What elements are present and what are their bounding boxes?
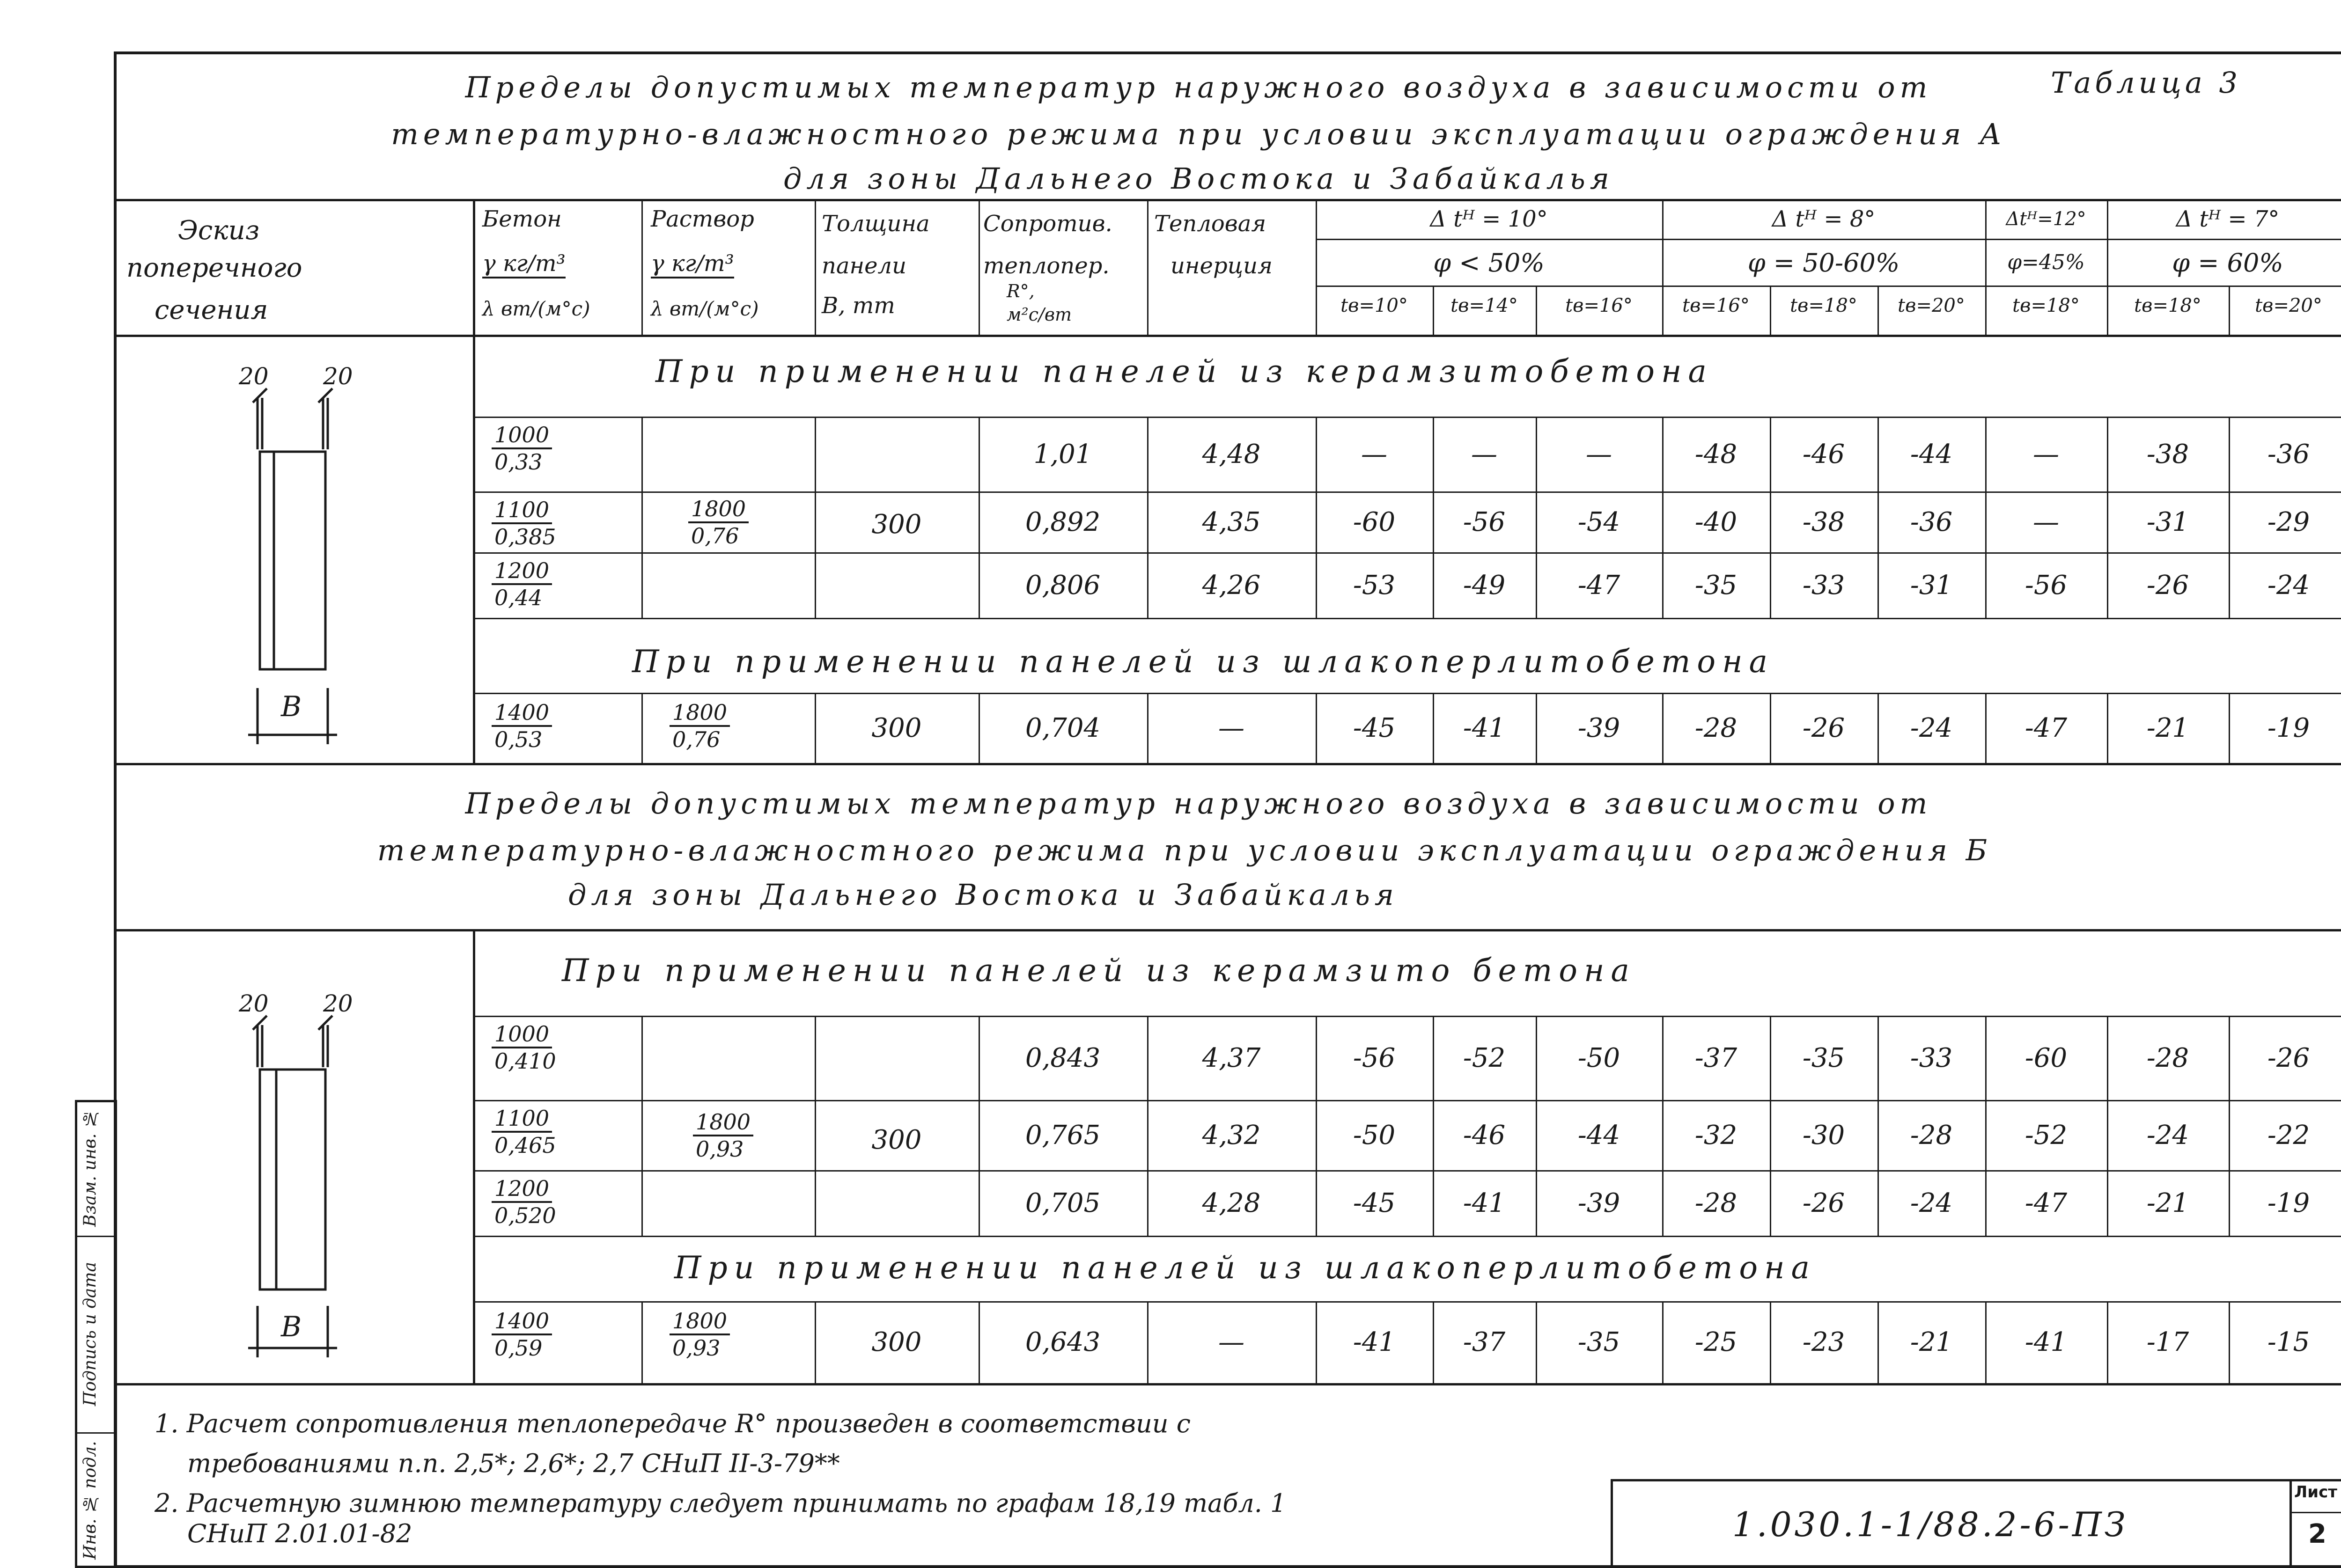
shlak-temperature-value: -15 [2267,1327,2310,1357]
temperature-value: -54 [1577,506,1620,537]
section-b-dim-a: 20 [239,990,269,1017]
col-sketch-1: Эскиз [178,215,260,246]
shlak-inertia: — [1218,1327,1244,1357]
col-resistance-4: м²с/вт [1007,304,1072,325]
col-sketch-2: поперечного [126,253,302,283]
title-b-line-3: для зоны Дальнего Востока и Забайкалья [568,878,1399,912]
shlak-temperature-value: -41 [2024,1327,2068,1357]
temperature-value: -22 [2267,1120,2310,1150]
shlak-temperature-value: -25 [1694,1327,1737,1357]
temperature-value: -48 [1694,439,1737,469]
temperature-value: -33 [1802,570,1845,601]
temperature-value: -41 [1463,1187,1506,1218]
side-stamp-orig: Инв. № подл. [81,1441,100,1560]
temperature-value: -46 [1463,1120,1506,1150]
shlak-temperature-value: -21 [1910,1327,1953,1357]
temperature-value: -44 [1577,1120,1620,1150]
tb-6: tв=20° [1898,295,1965,316]
temperature-value: -53 [1353,570,1396,601]
temperature-value: -52 [1463,1042,1506,1073]
section-b-dim-b: 20 [323,990,353,1017]
temperature-value: -26 [1802,1187,1845,1218]
tb-2: tв=14° [1450,295,1518,316]
tb-7: tв=18° [2012,295,2080,316]
col-resistance-3: R°, [1007,281,1035,301]
temperature-value: -56 [1353,1042,1396,1073]
title-b-line-1: Пределы допустимых температур наружного воздуха в зависимости от [465,786,1932,821]
inertia-value: 4,37 [1202,1042,1261,1073]
temperature-value: -50 [1353,1120,1396,1150]
title-a-line-1: Пределы допустимых температур наружного воздуха в зависимости от [465,70,1932,104]
section-b-mortar: $\frac{1800}{0,93}$ [693,1109,753,1162]
temperature-value: -44 [1910,439,1953,469]
group-1-phi: φ < 50% [1433,248,1545,278]
col-mortar-3: λ вт/(м°с) [651,297,759,320]
section-b-dim-width: В [281,1311,302,1343]
temperature-value: -52 [2024,1120,2068,1150]
inertia-value: 4,28 [1202,1187,1261,1218]
tb-5: tв=18° [1790,295,1857,316]
temperature-value: -60 [1353,506,1396,537]
col-concrete-2: γ кг/m³ [482,250,566,278]
shlak-temperature-value: -28 [1694,712,1737,743]
temperature-value: -40 [1694,506,1737,537]
shlak-mortar-density: $\frac{1800}{0,76}$ [670,700,730,752]
temperature-value: -47 [1577,570,1620,601]
table-label: Таблица 3 [2051,66,2241,100]
temperature-value: — [2033,506,2059,537]
temperature-value: -38 [2146,439,2189,469]
section-a-keramzit-label: При применении панелей из керамзитобетона [655,353,1713,389]
tb-3: tв=16° [1565,295,1633,316]
concrete-density: $\frac{1100}{0,465}$ [492,1106,559,1158]
shlak-temperature-value: -17 [2146,1327,2189,1357]
tb-1: tв=10° [1340,295,1408,316]
temperature-value: — [1361,439,1387,469]
temperature-value: -28 [1694,1187,1737,1218]
temperature-value: -35 [1694,570,1737,601]
col-sketch-3: сечения [155,295,268,325]
resistance-value: 1,01 [1033,439,1092,469]
title-b-line-2: температурно-влажностного режима при условии эксплуатации ограждения Б [377,833,1992,867]
temperature-value: -32 [1694,1120,1737,1150]
shlak-resistance: 0,704 [1025,712,1101,743]
section-b-keramzit-label: При применении панелей из керамзито бетона [562,953,1636,989]
temperature-value: -26 [2267,1042,2310,1073]
temperature-value: -19 [2267,1187,2310,1218]
section-b-thickness: 300 [871,1124,922,1155]
temperature-value: -36 [2267,439,2310,469]
section-a-thickness: 300 [871,509,922,540]
shlak-thickness: 300 [871,1327,922,1357]
drawing-code: 1.030.1-1/88.2-6-ПЗ [1732,1505,2128,1544]
temperature-value: -45 [1353,1187,1396,1218]
resistance-value: 0,806 [1025,570,1101,601]
temperature-value: -35 [1802,1042,1845,1073]
group-3-phi: φ=45% [2007,250,2085,274]
col-inertia-1: Тепловая [1154,211,1266,237]
temperature-value: -56 [1463,506,1506,537]
shlak-concrete-density: $\frac{1400}{0,59}$ [492,1308,552,1361]
temperature-value: -26 [2146,570,2189,601]
tb-4: tв=16° [1682,295,1750,316]
col-thickness-3: В, mm [822,293,895,319]
temperature-value: -30 [1802,1120,1845,1150]
temperature-value: -50 [1577,1042,1620,1073]
shlak-temperature-value: -41 [1463,712,1506,743]
inertia-value: 4,26 [1202,570,1261,601]
temperature-value: -24 [2146,1120,2189,1150]
shlak-temperature-value: -45 [1353,712,1396,743]
temperature-value: -60 [2024,1042,2068,1073]
section-a-dim-width: В [281,690,302,723]
shlak-temperature-value: -35 [1577,1327,1620,1357]
col-thickness-2: панели [822,253,907,279]
temperature-value: -39 [1577,1187,1620,1218]
temperature-value: -24 [2267,570,2310,601]
temperature-value: -56 [2024,570,2068,601]
temperature-value: -29 [2267,506,2310,537]
temperature-value: -36 [1910,506,1953,537]
section-b-shlak-label: При применении панелей из шлакоперлитобетона [674,1250,1816,1286]
col-mortar-1: Раствор [651,206,754,232]
temperature-value: — [1471,439,1497,469]
concrete-density: $\frac{1000}{0,33}$ [492,422,552,475]
inertia-value: 4,35 [1202,506,1261,537]
resistance-value: 0,705 [1025,1187,1101,1218]
temperature-value: -28 [1910,1120,1953,1150]
concrete-density: $\frac{1200}{0,44}$ [492,558,552,610]
title-a-line-3: для зоны Дальнего Востока и Забайкалья [783,161,1614,196]
shlak-temperature-value: -26 [1802,712,1845,743]
sheet-label: Лист [2294,1483,2337,1502]
col-inertia-2: инерция [1170,253,1273,279]
title-a-line-2: температурно-влажностного режима при условии эксплуатации ограждения А [391,117,2006,151]
side-stamp-inv: Взам. инв. № [81,1108,100,1227]
shlak-resistance: 0,643 [1025,1327,1101,1357]
col-concrete-1: Бетон [482,206,562,232]
temperature-value: -37 [1694,1042,1737,1073]
shlak-mortar-density: $\frac{1800}{0,93}$ [670,1308,730,1361]
shlak-temperature-value: -21 [2146,712,2189,743]
group-3-dt: Δtᴴ=12° [2006,208,2086,230]
section-a-dim-a: 20 [239,363,269,390]
resistance-value: 0,892 [1025,506,1101,537]
temperature-value: -47 [2024,1187,2068,1218]
note-2-line-2: СНиП 2.01.01-82 [187,1519,412,1548]
temperature-value: -38 [1802,506,1845,537]
sheet-number: 2 [2308,1519,2326,1549]
note-1-line-1: 1. Расчет сопротивления теплопередаче R° произведен в соответствии с [155,1409,1191,1438]
temperature-value: -28 [2146,1042,2189,1073]
shlak-temperature-value: -24 [1910,712,1953,743]
shlak-temperature-value: -23 [1802,1327,1845,1357]
col-resistance-2: теплопер. [983,253,1110,279]
resistance-value: 0,843 [1025,1042,1101,1073]
col-resistance-1: Сопротив. [983,211,1112,237]
group-4-phi: φ = 60% [2172,248,2283,278]
shlak-temperature-value: -41 [1353,1327,1396,1357]
col-concrete-3: λ вт/(м°с) [482,297,590,320]
temperature-value: — [2033,439,2059,469]
inertia-value: 4,32 [1202,1120,1261,1150]
col-mortar-2: γ кг/m³ [651,250,734,278]
shlak-temperature-value: -39 [1577,712,1620,743]
temperature-value: -31 [2146,506,2189,537]
group-1-dt: Δ tᴴ = 10° [1430,206,1548,232]
shlak-temperature-value: -37 [1463,1327,1506,1357]
side-stamp-sign: Подпись и дата [81,1262,100,1406]
temperature-value: -31 [1910,570,1953,601]
note-1-line-2: требованиями п.п. 2,5*; 2,6*; 2,7 СНиП II-3-79** [187,1449,840,1478]
inertia-value: 4,48 [1202,439,1261,469]
shlak-inertia: — [1218,712,1244,743]
shlak-thickness: 300 [871,712,922,743]
temperature-value: -46 [1802,439,1845,469]
concrete-density: $\frac{1000}{0,410}$ [492,1021,559,1074]
shlak-temperature-value: -19 [2267,712,2310,743]
section-a-shlak-label: При применении панелей из шлакоперлитобетона [632,644,1774,680]
concrete-density: $\frac{1200}{0,520}$ [492,1176,559,1228]
concrete-density: $\frac{1100}{0,385}$ [492,497,559,550]
tb-8: tв=18° [2134,295,2201,316]
group-4-dt: Δ tᴴ = 7° [2176,206,2280,232]
group-2-phi: φ = 50-60% [1747,248,1900,278]
shlak-concrete-density: $\frac{1400}{0,53}$ [492,700,552,752]
shlak-temperature-value: -47 [2024,712,2068,743]
tb-9: tв=20° [2255,295,2322,316]
temperature-value: -21 [2146,1187,2189,1218]
group-2-dt: Δ tᴴ = 8° [1772,206,1876,232]
temperature-value: -33 [1910,1042,1953,1073]
temperature-value: -49 [1463,570,1506,601]
resistance-value: 0,765 [1025,1120,1101,1150]
section-a-mortar: $\frac{1800}{0,76}$ [688,496,749,549]
note-2-line-1: 2. Расчетную зимнюю температуру следует принимать по графам 18,19 табл. 1 [155,1488,1287,1518]
section-a-dim-b: 20 [323,363,353,390]
temperature-value: — [1586,439,1612,469]
temperature-value: -24 [1910,1187,1953,1218]
col-thickness-1: Толщина [822,211,930,237]
